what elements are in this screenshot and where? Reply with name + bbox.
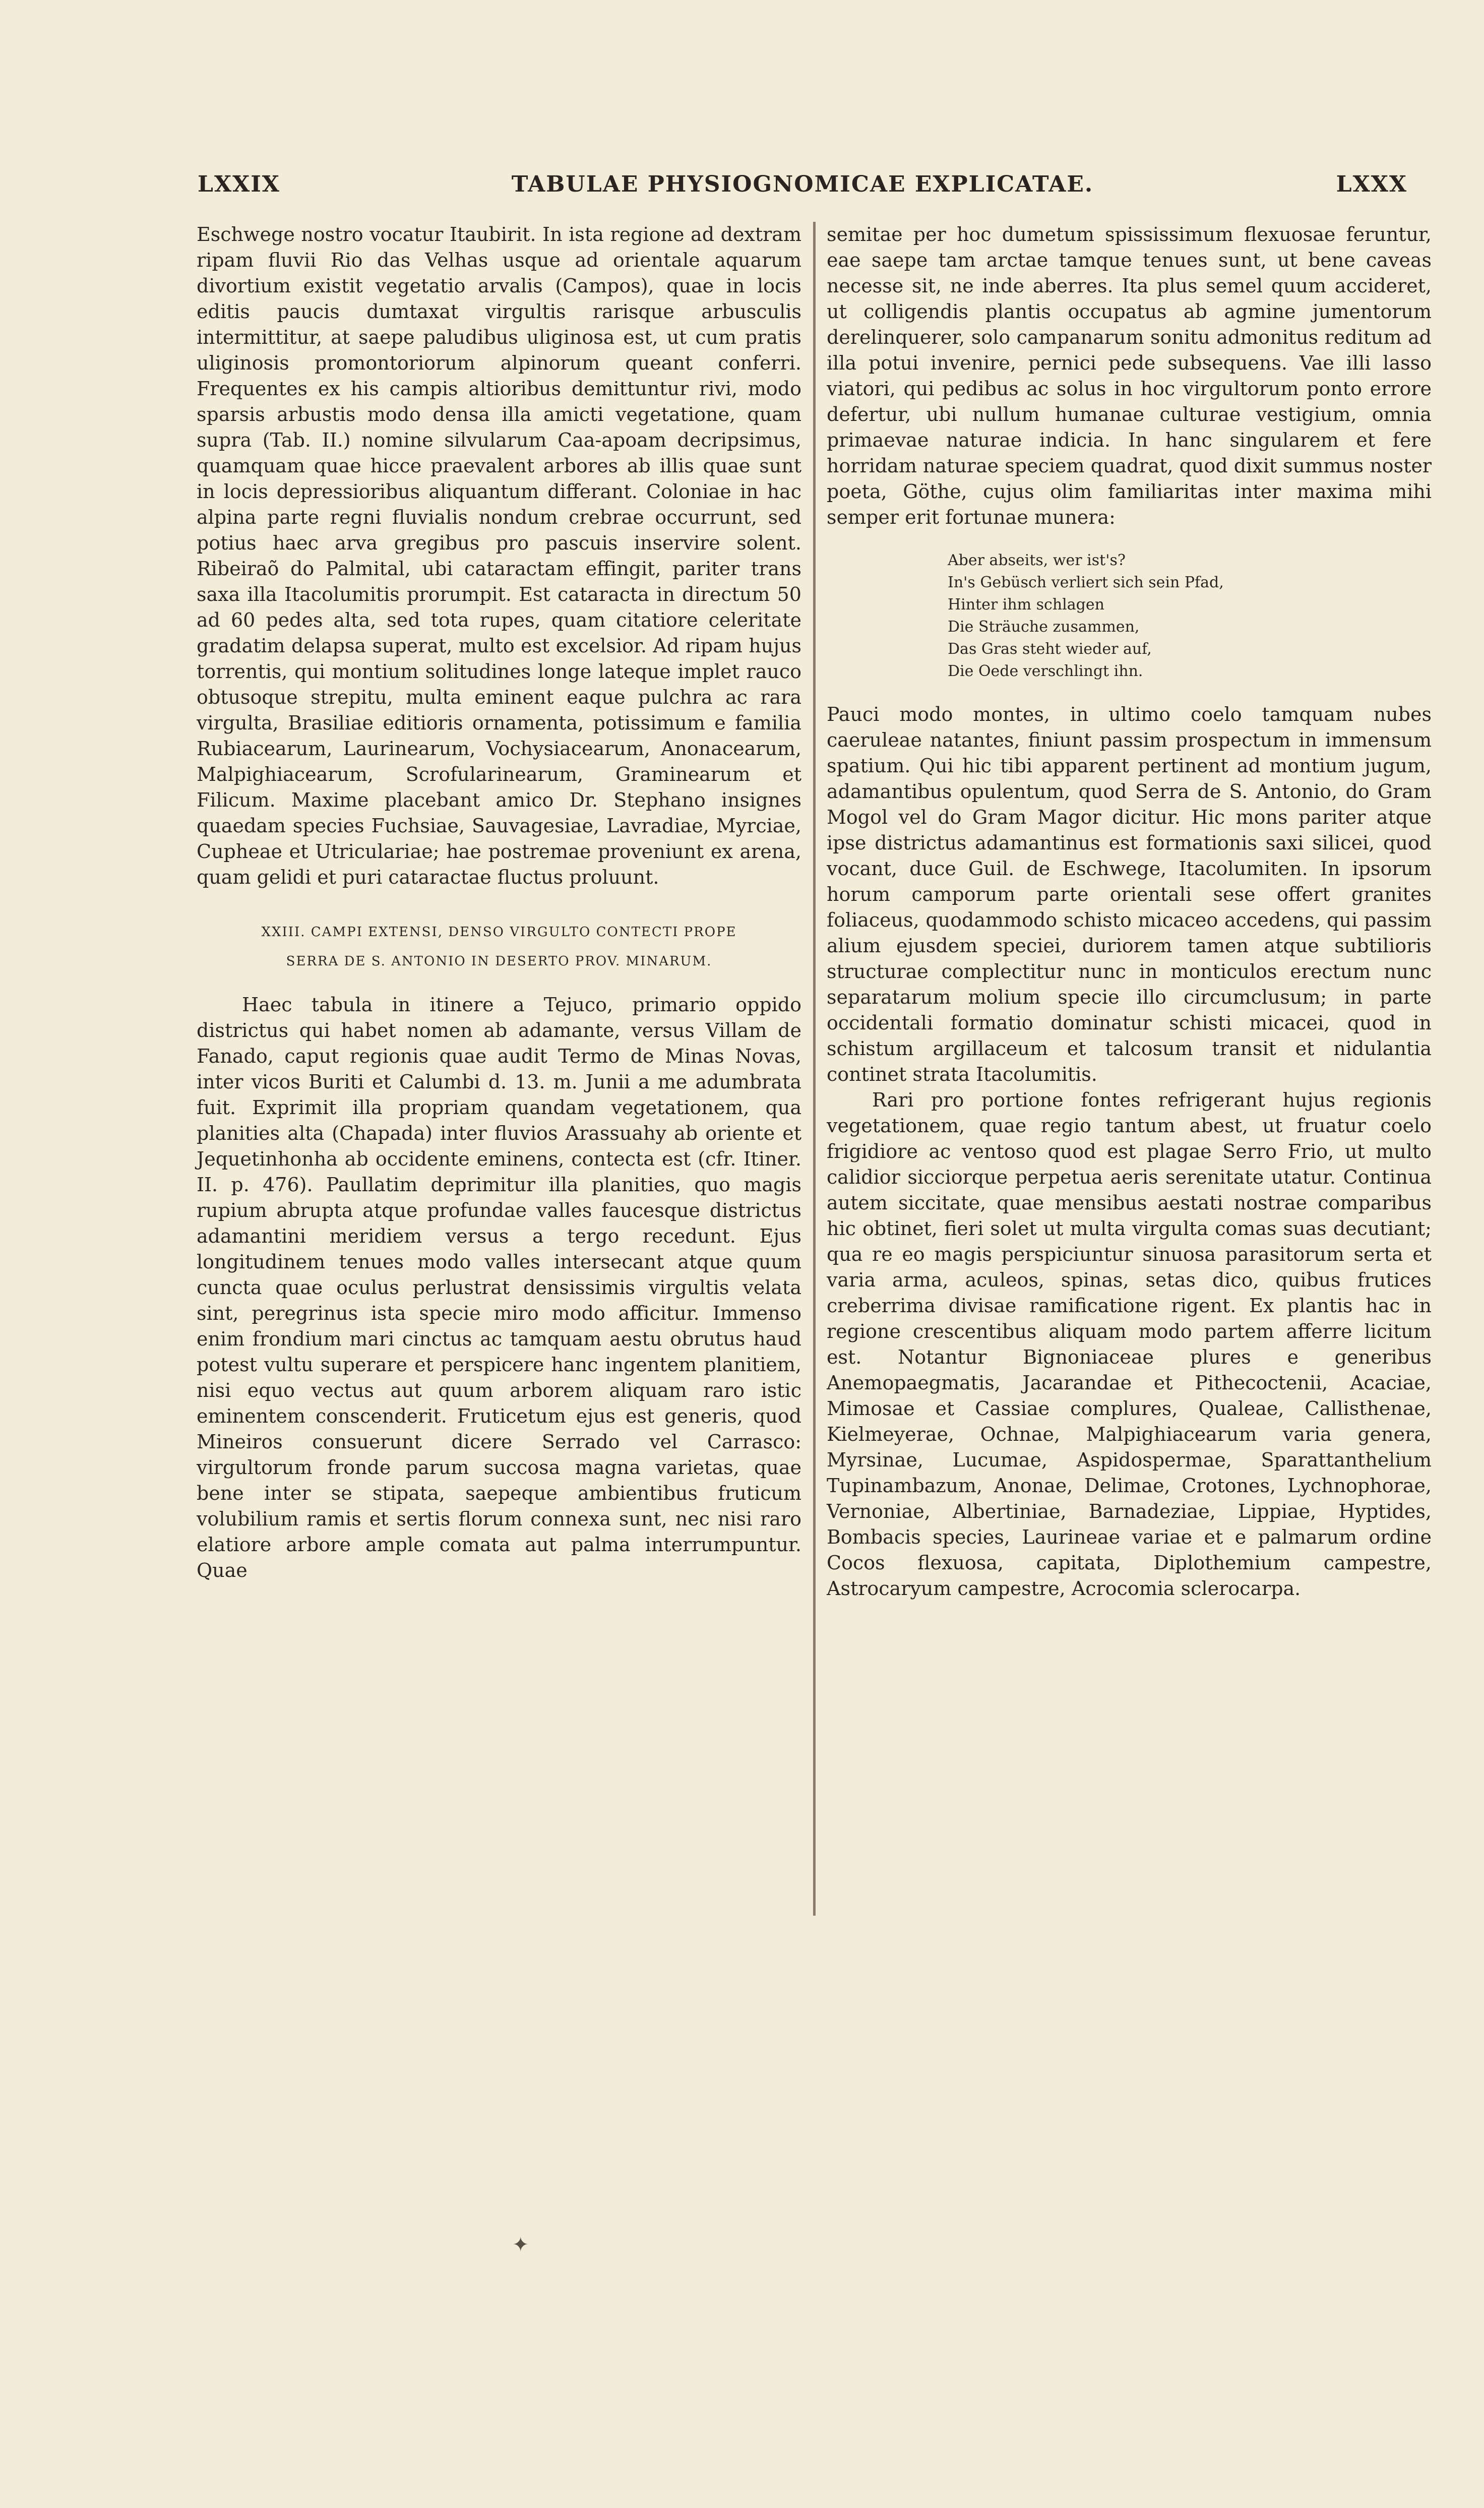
section-title-line: SERRA DE S. ANTONIO IN DESERTO PROV. MINARUM. (286, 954, 712, 969)
page-number-left: LXXIX (198, 171, 280, 197)
paragraph: semitae per hoc dumetum spississimum flexuosae feruntur, eae saepe tam arctae tamque tenues sunt, ut bene caveas necesse sit, ne inde aberres. Ita plus semel quum accideret, ut colligendis plantis occupatus ab agmine jumentorum derelinquerer, solo campanarum sonitu admonitus reditum ad illa potui invenire, pernici pede subsequens. Vae illi lasso viatori, qui pedibus ac solus in hoc virgultorum ponto errore defertur, ubi nullum humanae culturae vestigium, omnia primaevae naturae indicia. In hanc singularem et fere horridam naturae speciem quadrat, quod dixit summus noster poeta, Göthe, cujus olim familiaritas inter maxima mihi semper erit fortunae munera: (827, 223, 1432, 528)
paragraph: Pauci modo montes, in ultimo coelo tamquam nubes caeruleae natantes, finiunt passim prospectum in immensum spatium. Qui hic tibi apparent pertinent ad montium jugum, adamantibus opulentum, quod Serra de S. Antonio, do Gram Mogol vel do Gram Magor dicitur. Hic mons pariter atque ipse districtus adamantinus est formationis saxi silicei, quod vocant, duce Guil. de Eschwege, Itacolumiten. In ipsorum horum camporum parte orientali sese offert granites foliaceus, quodammodo schisto micaceo accedens, qui passim alium ejusdem speciei, duriorem tamen atque subtilioris structurae complectitur nunc in monticulos erectum nunc separatarum molium specie illo circumclusum; in parte occidentali formatio dominatur schisti micacei, quod in schistum argillaceum et talcosum transit et nidulantia continet strata Itacolumitis. (827, 703, 1432, 1085)
paragraph: Eschwege nostro vocatur Itaubirit. In ista regione ad dextram ripam fluvii Rio das Velhas usque ad orientale aquarum divortium existit vegetatio arvalis (Campos), quae in locis editis paucis dumtaxat virgultis rarisque arbusculis intermittitur, at saepe paludibus uliginosa est, ut cum pratis uliginosis promontoriorum alpinorum queant conferri. Frequentes ex his campis altioribus demittuntur rivi, modo sparsis arbustis modo densa illa amicti vegetatione, quam supra (Tab. II.) nomine silvularum Caa-apoam decripsimus, quamquam quae hicce praevalent arbores ab illis quae sunt in locis depressioribus aliquantum differant. Coloniae in hac alpina parte regni fluvialis nondum crebrae occurrunt, sed potius haec arva gregibus pro pascuis inservire solent. Ribeiraõ do Palmital, ubi cataractam effingit, pariter trans saxa illa Itacolumitis prorumpit. Est cataracta in directum 50 ad 60 pedes alta, sed tota rupes, quam citatiore celeritate gradatim delapsa superat, multo est excelsior. Ad ripam hujus torrentis, qui montium solitudines longe lateque implet rauco obtusoque strepitu, multa eminent eaque pulchra ac rara virgulta, Brasiliae editioris ornamenta, potissimum e familia Rubiacearum, Laurinearum, Vochysiacearum, Anonacearum, Malpighiacearum, Scrofularinearum, Graminearum et Filicum. Maxime placebant amico Dr. Stephano insignes quaedam species Fuchsiae, Sauvagesiae, Lavradiae, Myrciae, Cupheae et Utriculariae; hae postremae proveniunt ex arena, quam gelidi et puri cataractae fluctus proluunt. (197, 223, 801, 888)
right-column (827, 222, 1432, 1602)
paragraph: Rari pro portione fontes refrigerant hujus regionis vegetationem, quae regio tantum abest, ut fruatur coelo frigidiore ac ventoso quod est plagae Serro Frio, ut multo calidior sicciorque perpetua aeris serenitate utatur. Continua autem siccitate, quae mensibus aestati nostrae comparibus hic obtinet, fieri solet ut multa virgulta comas suas decutiant; qua re eo magis perspiciuntur sinuosa parasitorum serta et varia arma, aculeos, spinas, setas dico, quibus frutices creberrima divisae ramificatione rigent. Ex plantis hac in regione crescentibus aliquam modo partem afferre licitum est. Notantur Bignoniaceae plures e generibus Anemopaegmatis, Jacarandae et Pithecoctenii, Acaciae, Mimosae et Cassiae complures, Qualeae, Callisthenae, Kielmeyerae, Ochnae, Malpighiacearum varia genera, Myrsinae, Lucumae, Aspidospermae, Sparattanthelium Tupinambazum, Anonae, Delimae, Crotones, Lychnophorae, Vernoniae, Albertiniae, Barnadeziae, Lippiae, Hyptides, Bombacis species, Laurineae variae et e palmarum ordine Cocos flexuosa, capitata, Diplothemium campestre, Astrocaryum campestre, Acrocomia sclerocarpa. (827, 1089, 1432, 1600)
poem-line: Hinter ihm schlagen (948, 596, 1104, 614)
section-title-line: XXIII. CAMPI EXTENSI, DENSO VIRGULTO CONTECTI PROPE (261, 925, 737, 940)
page-header (198, 171, 1407, 212)
section-title (197, 917, 801, 976)
page-number-right: LXXX (1336, 171, 1407, 197)
poem-quote (948, 549, 1432, 683)
poem-line: In's Gebüsch verliert sich sein Pfad, (948, 574, 1224, 591)
running-title: TABULAE PHYSIOGNOMICAE EXPLICATAE. (511, 171, 1094, 197)
paragraph: Haec tabula in itinere a Tejuco, primario oppido districtus qui habet nomen ab adamante, versus Villam de Fanado, caput regionis quae audit Termo de Minas Novas, inter vicos Buriti et Calumbi d. 13. m. Junii a me adumbrata fuit. Exprimit illa propriam quandam vegetationem, qua planities alta (Chapada) inter fluvios Arassuahy ab oriente et Jequetinhonha ab occidente eminens, contecta est (cfr. Itiner. II. p. 476). Paullatim deprimitur illa planities, quo magis rupium abrupta atque profundae valles faucesque districtus adamantini meridiem versus a tergo recedunt. Ejus longitudinem tenues modo valles intersecant atque quum cuncta quae oculus perlustrat densissimis virgultis velata sint, peregrinus ista specie miro modo afficitur. Immenso enim frondium mari cinctus ac tamquam aestu obrutus haud potest vultu superare et perspicere hanc ingentem planitiem, nisi equo vectus aut quum arborem aliquam raro istic eminentem conscenderit. Fruticetum ejus est generis, quod Mineiros consuerunt dicere Serrado vel Carrasco: virgultorum fronde parum succosa magna varietas, quae bene inter se stipata, saepeque ambientibus fruticum volubilium ramis et sertis florum connexa sunt, nec nisi raro elatiore arbore ample comata aut palma interrumpuntur. Quae (197, 994, 801, 1581)
ink-mark-icon: ✦ (512, 2233, 529, 2256)
poem-line: Die Sträuche zusammen, (948, 618, 1140, 636)
poem-line: Die Oede verschlingt ihn. (948, 662, 1143, 680)
left-column (197, 222, 801, 1583)
poem-line: Das Gras steht wieder auf, (948, 640, 1152, 658)
column-divider (813, 222, 816, 1916)
poem-line: Aber abseits, wer ist's? (948, 552, 1126, 569)
